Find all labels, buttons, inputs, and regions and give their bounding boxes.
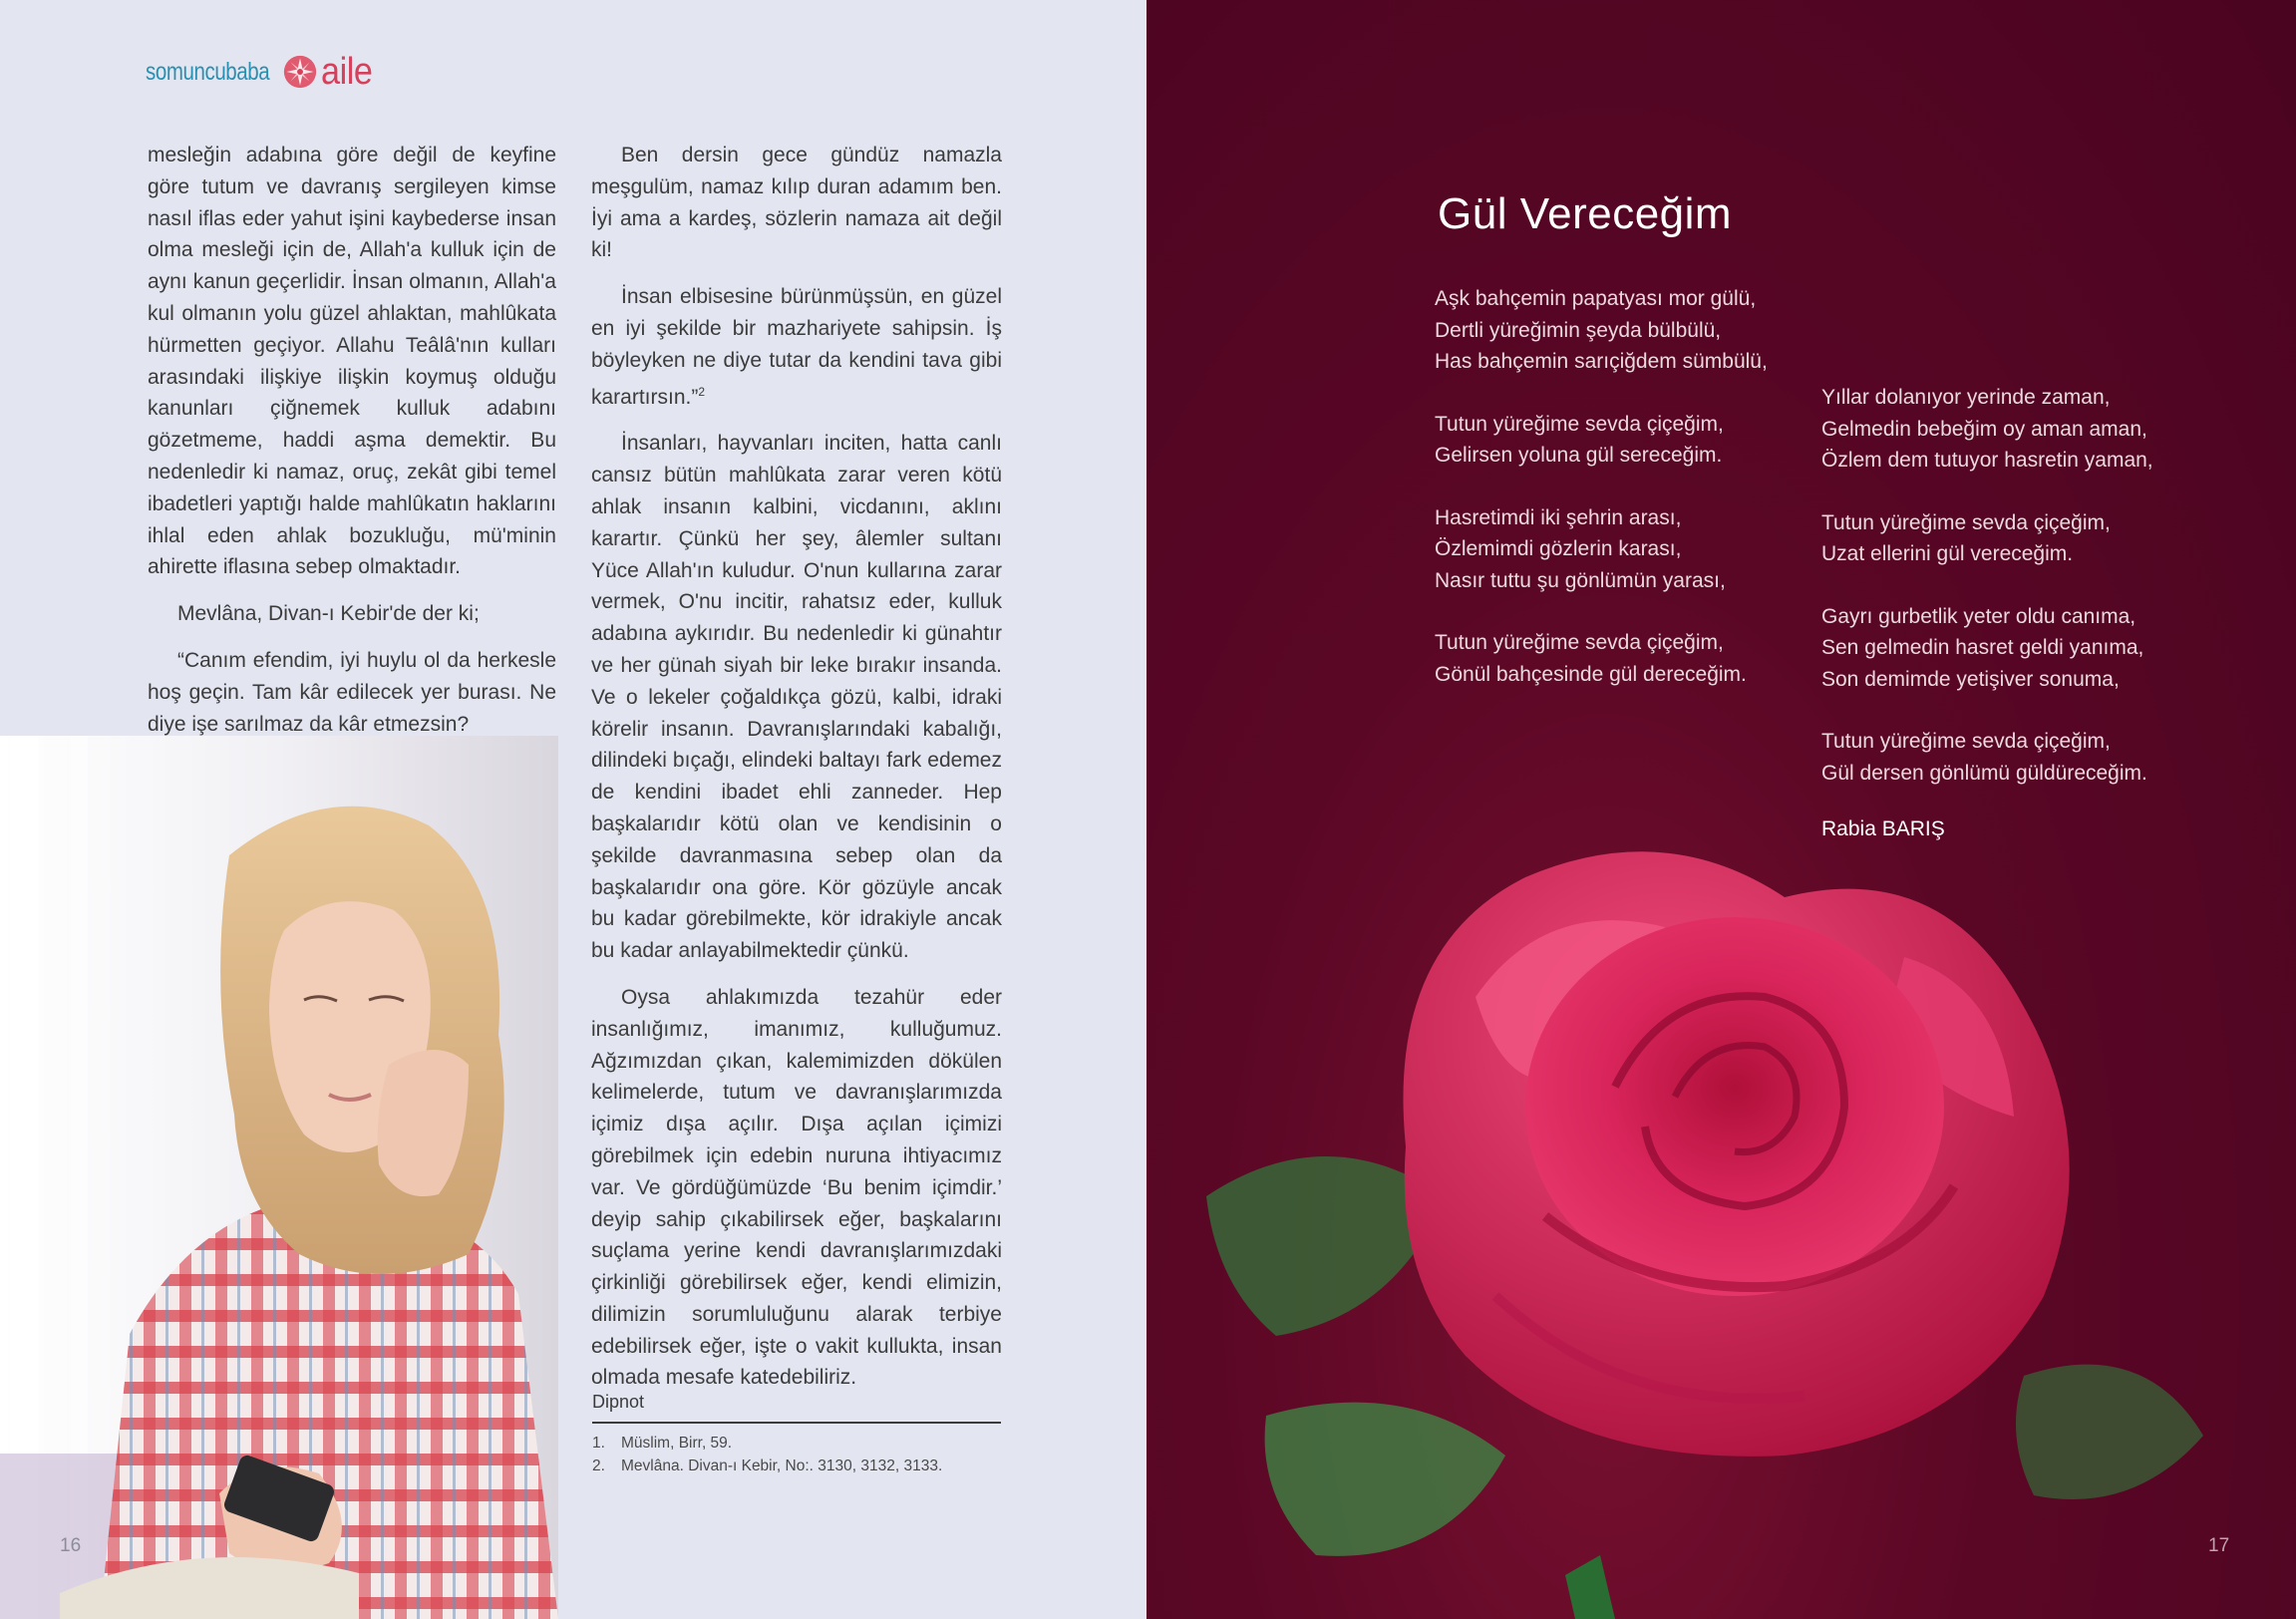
page-number-right: 17	[2208, 1535, 2230, 1556]
poem-stanza: Tutun yüreğime sevda çiçeğim, Gönül bahçesinde gül dereceğim.	[1435, 631, 1747, 686]
poem-stanza: Yıllar dolanıyor yerinde zaman, Gelmedin bebeğim oy aman aman, Özlem dem tutuyor hasretin yaman,	[1821, 386, 2153, 472]
right-page	[1147, 0, 2296, 1619]
footnote-marker: 2	[698, 384, 706, 399]
paragraph: “Canım efendim, iyi huylu ol da herkesle hoş geçin. Tam kâr edilecek yer burası. Ne diye işe sarılmaz da kâr etmezsin?	[148, 648, 556, 736]
flower-logo-icon	[283, 55, 317, 89]
paragraph: İnsan elbisesine bürünmüşsün, en güzel en iyi şekilde bir mazhariyete sahipsin. İş böyleyken ne diye tutar da kendini tava gibi karartırsın.”$^2$	[591, 285, 1002, 409]
poem-stanzas-right	[1821, 382, 2220, 819]
poem-title: Gül Vereceğim	[1438, 189, 1733, 238]
footnote-item: 1. Müslim, Birr, 59.	[592, 1435, 733, 1452]
footnote-list	[592, 1432, 1011, 1477]
paragraph: Mevlâna, Divan-ı Kebir'de der ki;	[177, 602, 480, 626]
paragraph: Oysa ahlakımızda tezahür eder insanlığımız, imanımız, kulluğumuz. Ağzımızdan çıkan, kalemimizden dökülen kelimelerde, tutum ve davranışlarımızda içimiz dışa açılır. Dışa açılan içimizi görebilmek için edebin nuruna ihtiyacımız var. Ve gördüğümüzde ‘Bu benim içimdir.’ deyip sahip çıkabilirsek eğer, başkalarını suçlama yerine kendi davranışlarımızdaki çirkinliği görebilirsek eğer, kendi elimizin, dilimizin sorumluluğunu alarak terbiye edebilirsek eğer, işte o vakit kullukta, insan olmada mesafe katedebiliriz.	[591, 985, 1002, 1390]
poem-stanza: Aşk bahçemin papatyası mor gülü, Dertli yüreğimin şeyda bülbülü, Has bahçemin sarıçiğdem sümbülü,	[1435, 287, 1768, 373]
poem-stanza: Tutun yüreğime sevda çiçeğim, Gül dersen gönlümü güldüreceğim.	[1821, 730, 2147, 785]
poem-stanza: Gayrı gurbetlik yeter oldu canıma, Sen gelmedin hasret geldi yanıma, Son demimde yetişiver sonuma,	[1821, 604, 2144, 691]
woman-reading-phone-photo	[0, 736, 558, 1619]
logo-brand-text: somuncubaba	[146, 57, 270, 86]
paragraph: Ben dersin gece gündüz namazla meşgulüm, namaz kılıp duran adamım ben. İyi ama a kardeş, sözlerin namaza ait değil ki!	[591, 144, 1002, 262]
article-column-2	[591, 140, 1002, 1409]
poem-stanza: Tutun yüreğime sevda çiçeğim, Uzat ellerini gül vereceğim.	[1821, 510, 2111, 565]
footnote-title: Dipnot	[592, 1392, 645, 1412]
article-column-1	[148, 140, 556, 755]
paragraph: İnsanları, hayvanları inciten, hatta canlı cansız bütün mahlûkata zarar veren kötü ahlak insanın kalbini, vicdanını, aklını karartır. Çünkü her şey, âlemler sultanı Yüce Allah'ın kuludur. O'nun kullarına zarar vermek, O'nu incitir, rahatsız eder, kulluk adabına aykırıdır. Bu nedenledir ki günahtır ve her günah siyah bir leke bırakır insanda. Ve o lekeler çoğaldıkça gözü, kalbi, idraki körelir insanın. Davranışlarındaki kabalığı, dilindeki bıçağı, elindeki baltayı fark edemez de kendini ibadet ehli zanneder. Hep başkalarıdır kötü olan ve kendisinin o şekilde davranmasına sebep olan da başkalarıdır ona göre. Kör gözüyle ancak bu kadar görebilmekte, kör idrakiyle ancak bu kadar anlayabilmektedir çünkü.	[591, 432, 1002, 963]
magazine-logo	[146, 52, 378, 92]
poem-author: Rabia BARIŞ	[1821, 817, 1945, 840]
left-page	[0, 0, 1147, 1619]
poem-stanza: Tutun yüreğime sevda çiçeğim, Gelirsen yoluna gül sereceğim.	[1435, 412, 1724, 467]
footnote-item: 2. Mevlâna. Divan-ı Kebir, No:. 3130, 3132, 3133.	[592, 1457, 943, 1474]
page-number-left: 16	[60, 1535, 82, 1556]
poem-stanzas-left	[1435, 283, 1813, 721]
paragraph: mesleğin adabına göre değil de keyfine göre tutum ve davranış sergileyen kimse nasıl iflas eder yahut işini kaybederse insan olma mesleği için de, Allah'a kulluk için de aynı kanun geçerlidir. İnsan olmanın, Allah'a kul olmanın yolu güzel ahlaktan, mahlûkata hürmetten geçiyor. Allahu Teâlâ'nın kulları arasındaki ilişkiye ilişkin koymuş olduğu kanunları çiğnemek kulluk adabını gözetmeme, haddi aşma demektir. Bu nedenledir ki namaz, oruç, zekât gibi temel ibadetleri yaptığı halde mahlûkatın haklarını ihlal eden ahlak bozukluğu, mü'minin ahirette iflasına sebep olmaktadır.	[148, 144, 556, 579]
poem-stanza: Hasretimdi iki şehrin arası, Özlemimdi gözlerin karası, Nasır tuttu şu gönlümün yarası,	[1435, 505, 1726, 592]
footnote-divider	[592, 1422, 1001, 1424]
logo-aile-text: aile	[320, 51, 373, 93]
